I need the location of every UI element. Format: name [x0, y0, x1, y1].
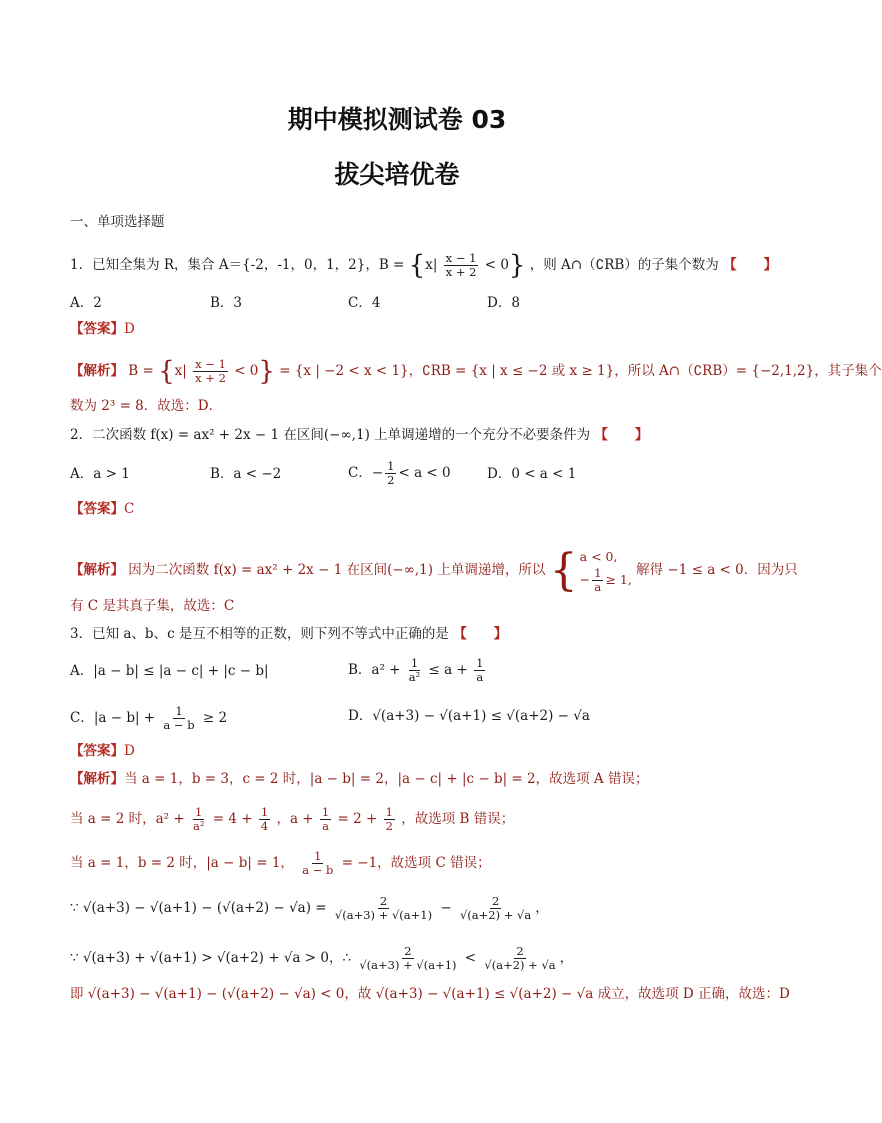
frac-line5-2 — [482, 945, 557, 972]
frac-num: 2 — [516, 944, 524, 958]
frac-den: 2 — [385, 819, 393, 833]
frac-1-a — [320, 806, 331, 833]
frac-line5-1 — [357, 945, 458, 972]
left-brace-icon: { — [408, 250, 426, 281]
frac-num: 1 — [321, 805, 330, 819]
q2-sys-row2: ≥ 1, — [605, 572, 632, 587]
q2-sys-row1: a < 0, — [579, 549, 618, 564]
q1-option-a: A．2 — [70, 295, 102, 311]
q2-option-c — [348, 460, 451, 487]
q3-line2-d: = 2 + — [337, 811, 378, 827]
right-brace-icon: } — [508, 250, 526, 281]
frac-num: 1 — [260, 805, 269, 819]
frac-line4-1 — [333, 895, 434, 922]
q1-option-b: B．3 — [210, 295, 243, 311]
q2-opt-c-den: 2 — [387, 473, 395, 487]
q3-opt-c-pre: C．|a − b| + — [70, 710, 156, 726]
frac-den: a — [476, 670, 484, 684]
q3-line1: 当 a = 1，b = 3，c = 2 时，|a − b| = 2，|a − c| + |c − b| = 2，故选项 A 错误； — [124, 771, 649, 787]
q1-analysis-x: x — [174, 363, 183, 379]
q2-sys-row2-wrap: − $\frac{1}{a}$ ≥ 1, — [579, 566, 632, 594]
analysis-tag: 【解析】 — [70, 363, 124, 379]
q3-opt-b-pre: B．a² + — [348, 662, 401, 678]
section-heading: 一、单项选择题 — [70, 214, 165, 230]
answer-bracket: 【 】 — [453, 626, 508, 642]
q1-set-x: x — [425, 257, 433, 273]
q3-option-d: D．√(a+3) − √(a+1) ≤ √(a+2) − √a — [348, 708, 590, 724]
frac-den: a − b — [302, 863, 334, 877]
frac-num: 1 — [175, 704, 183, 718]
q1-frac-num: x − 1 — [445, 251, 477, 265]
frac-den: √(a+2) + √a — [459, 908, 532, 922]
q1-analysis-lt0: < 0 — [234, 363, 259, 379]
q3-line2-b: = 4 + — [212, 811, 253, 827]
q3-line5: ∵ √(a+3) + √(a+1) > √(a+2) + √a > 0，∴ — [70, 950, 352, 966]
q2-option-b: B．a < −2 — [210, 466, 282, 482]
frac-num: 1 — [314, 849, 322, 863]
q1-analysis-frac-den: x + 2 — [195, 371, 226, 385]
q2-option-c-label: C．− — [348, 465, 384, 481]
frac-den: a − b — [163, 718, 195, 732]
frac-num: 1 — [476, 656, 484, 670]
q1-analysis-a: B = — [128, 363, 154, 379]
analysis-tag: 【解析】 — [70, 562, 124, 578]
q2-analysis-a: 因为二次函数 f(x) = ax² + 2x − 1 在区间(−∞,1) 上单调递增，所以 — [128, 562, 546, 578]
frac-1-a2 — [191, 806, 206, 833]
frac-num: 2 — [379, 894, 388, 908]
q2-opt-c-num: 1 — [387, 459, 395, 473]
frac-den: a — [322, 819, 330, 833]
q3-stem — [70, 625, 507, 643]
q2-analysis-cont: 有 C 是其真子集，故选：C — [70, 598, 235, 614]
answer-tag: 【答案】 — [70, 743, 124, 759]
analysis-tag: 【解析】 — [70, 771, 124, 787]
q3-option-c — [70, 705, 227, 732]
q1-analysis-b: = {x | −2 < x < 1}，∁RB = {x | x ≤ −2 或 x ≥ 1}，所以 A∩（∁RB）= {−2,1,2}，其子集个 — [279, 363, 882, 379]
q3-opt-b-mid: ≤ a + — [428, 662, 468, 678]
answer-bracket: 【 】 — [594, 427, 649, 443]
frac-num: 2 — [491, 894, 500, 908]
q1-option-c: C．4 — [348, 295, 381, 311]
q3-opt-c-tail: ≥ 2 — [202, 710, 228, 726]
q3-analysis-line2 — [70, 806, 514, 833]
frac-num: 1 — [385, 805, 393, 819]
q3-line2-c: ，a + — [276, 811, 314, 827]
q2-opt-c-tail: < a < 0 — [398, 465, 451, 481]
page-title: 期中模拟测试卷 03 — [287, 105, 507, 134]
q3-stem-text: 3．已知 a、b、c 是互不相等的正数，则下列不等式中正确的是 — [70, 626, 449, 642]
right-brace-icon: } — [258, 356, 275, 387]
q1-answer-value: D — [124, 321, 135, 337]
frac-den: √(a+2) + √a — [484, 958, 556, 972]
q3-answer — [70, 742, 135, 760]
q1-stem: 1．已知全集为 R，集合 A＝{-2，-1，0，1，2}，B = {x| $\frac{x - 1}{x + 2}$ < 0} ，则 A∩（∁RB）的子集个数为 【 】 — [70, 250, 778, 281]
q3-opt-b-frac1 — [407, 657, 422, 684]
q1-lt0: < 0 — [484, 257, 509, 273]
q3-analysis-line5: ∵ √(a+3) + √(a+1) > √(a+2) + √a > 0，∴ $\frac{2}{√(a+3) + √(a+1)}$ < $\frac{2}{√(a+2) + √a}$ ， — [70, 944, 574, 972]
q3-analysis-line4: ∵ √(a+3) − √(a+1) − (√(a+2) − √a) = $\frac{2}{√(a+3) + √(a+1)}$ − $\frac{2}{√(a+2) + √a}$ ， — [70, 894, 549, 922]
q1-stem-a: 1．已知全集为 R，集合 A＝{-2，-1，0，1，2}，B = — [70, 257, 405, 273]
q1-answer — [70, 320, 135, 338]
frac-num: 1 — [410, 656, 419, 670]
q1-frac-den: x + 2 — [445, 265, 477, 279]
q2-stem-a: 2．二次函数 f(x) = ax² + 2x − 1 在区间(−∞,1) 上单调递增的一个充分不必要条件为 — [70, 427, 591, 443]
q3-line3-b: = −1，故选项 C 错误； — [341, 855, 491, 871]
q1-option-d: D．8 — [487, 295, 520, 311]
q3-line2-e: ，故选项 B 错误； — [401, 811, 515, 827]
q1-analysis-frac-num: x − 1 — [195, 357, 226, 371]
q3-option-b — [348, 657, 487, 684]
q2-analysis — [70, 544, 798, 596]
q2-sys-frac — [592, 567, 603, 594]
frac-den: √(a+3) + √(a+1) — [359, 958, 457, 972]
q1-analysis-cont: 数为 2³ = 8．故选：D． — [70, 398, 223, 414]
q3-opt-c-frac — [161, 705, 196, 732]
q2-analysis-b: 解得 −1 ≤ a < 0．因为只 — [636, 562, 798, 578]
q3-line2-a: 当 a = 2 时，a² + — [70, 811, 185, 827]
q3-line3-a: 当 a = 1，b = 2 时，|a − b| = 1， — [70, 855, 294, 871]
q1-analysis: 【解析】 B = {x| $\frac{x - 1}{x + 2}$ < 0} = {x | −2 < x < 1}，∁RB = {x | x ≤ −2 或 x ≥ 1}，所以 A∩（∁RB）= {−2,1,2}，其子集个 — [70, 356, 882, 387]
q2-option-c-frac — [385, 460, 396, 487]
q3-analysis-line3 — [70, 850, 491, 877]
q3-answer-value: D — [124, 743, 135, 759]
frac-num: 2 — [404, 944, 412, 958]
answer-tag: 【答案】 — [70, 501, 124, 517]
system-rows — [580, 547, 632, 594]
q2-answer-value: C — [124, 501, 135, 517]
q2-option-a: A．a > 1 — [70, 466, 130, 482]
frac-den: √(a+3) + √(a+1) — [334, 908, 433, 922]
q2-sys-frac-num: 1 — [594, 566, 602, 580]
q1-stem-b: ，则 A∩（∁RB）的子集个数为 — [529, 257, 719, 273]
q3-line4: ∵ √(a+3) − √(a+1) − (√(a+2) − √a) = — [70, 900, 327, 916]
q3-analysis-line1 — [70, 770, 648, 788]
q2-option-d: D．0 < a < 1 — [487, 466, 577, 482]
frac-num: 1 — [195, 805, 203, 819]
left-brace-icon: { — [158, 356, 175, 387]
q2-answer — [70, 500, 134, 518]
q2-system — [549, 544, 632, 596]
frac-den: a² — [192, 819, 205, 833]
q3-option-a: A．|a − b| ≤ |a − c| + |c − b| — [70, 663, 269, 679]
q3-analysis-line6: 即 √(a+3) − √(a+1) − (√(a+2) − √a) < 0，故 √(a+3) − √(a+1) ≤ √(a+2) − √a 成立，故选项 D 正确，故选：D — [70, 986, 790, 1002]
q2-stem — [70, 426, 648, 444]
frac-1-2 — [384, 806, 395, 833]
q1-fraction — [444, 252, 479, 279]
frac-den: a² — [408, 670, 421, 684]
page-subtitle: 拔尖培优卷 — [334, 160, 460, 189]
frac-1-4 — [259, 806, 270, 833]
frac-line4-2 — [458, 895, 533, 922]
q2-sys-frac-den: a — [594, 580, 602, 594]
system-brace-icon: { — [549, 544, 578, 596]
frac-den: 4 — [260, 819, 269, 833]
frac-1-ab — [300, 850, 335, 877]
answer-tag: 【答案】 — [70, 321, 124, 337]
q1-analysis-fraction — [193, 358, 228, 385]
answer-bracket: 【 】 — [723, 257, 778, 273]
q3-opt-b-frac2 — [474, 657, 485, 684]
